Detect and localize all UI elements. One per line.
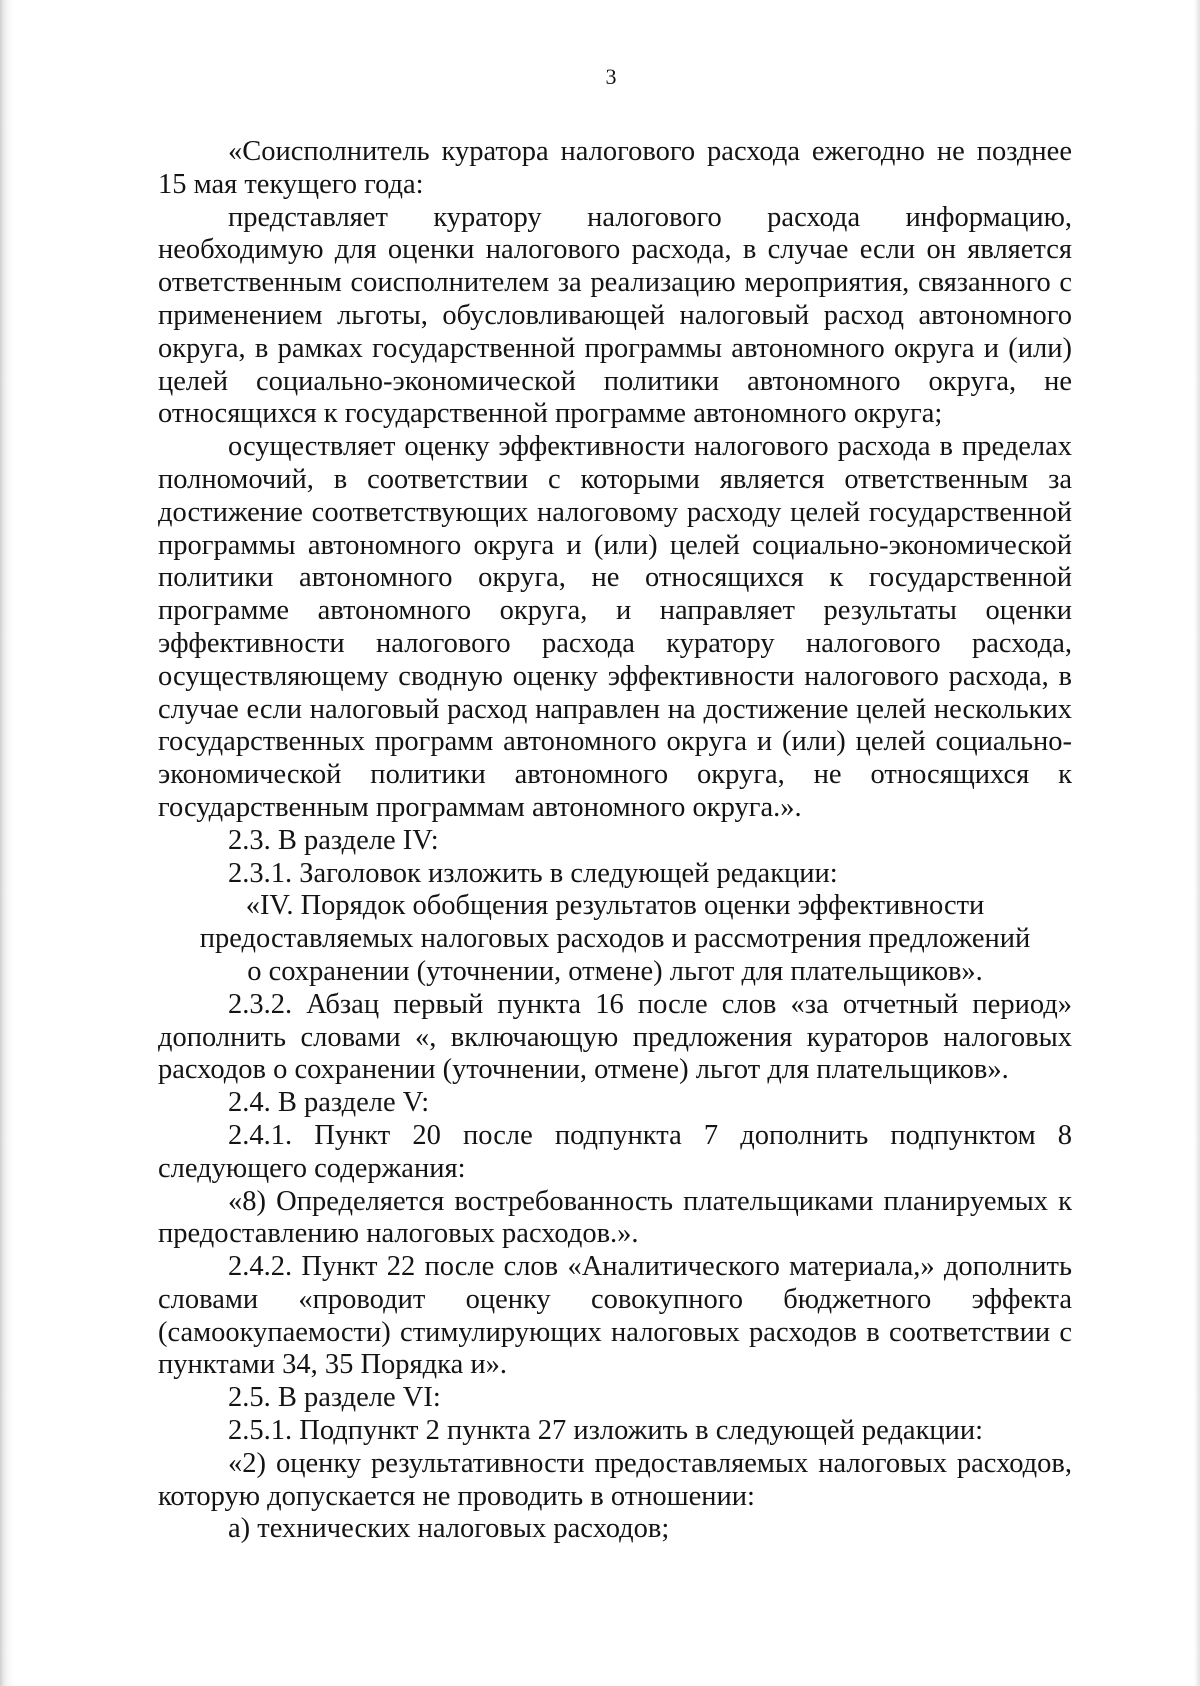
- section-heading-line: «IV. Порядок обобщения результатов оценки эффективности: [245, 890, 985, 922]
- paragraph: 2.3.2. Абзац первый пункта 16 после слов «за отчетный период» дополнить словами «, включающую предложения кураторов налоговых расходов о сохранении (уточнении, отмене) льгот для плательщиков».: [158, 988, 1072, 1086]
- paragraph: а) технических налоговых расходов;: [228, 1513, 670, 1545]
- section-heading-line: о сохранении (уточнении, отмене) льгот для плательщиков».: [247, 955, 983, 987]
- paragraph: 2.4. В разделе V:: [228, 1087, 430, 1119]
- scan-edge-left: [0, 0, 14, 1686]
- paragraph: 2.3. В разделе IV:: [228, 824, 439, 856]
- scan-edge-right: [1194, 0, 1200, 1686]
- paragraph: представляет куратору налогового расхода информацию, необходимую для оценки налогового расхода, в случае если он является ответственным соисполнителем за реализацию мероприятия, связанного с применением льготы, обусловливающей налоговый расход автономного округа, в рамках государственной программы автономного округа и (или) целей социально-экономической политики автономного округа, не относящихся к государственной программе автономного округа;: [158, 201, 1072, 430]
- paragraph: «Соисполнитель куратора налогового расхода ежегодно не позднее 15 мая текущего года:: [158, 136, 1072, 200]
- section-heading-line: предоставляемых налоговых расходов и рассмотрения предложений: [199, 923, 1031, 955]
- paragraph: 2.5.1. Подпункт 2 пункта 27 изложить в следующей редакции:: [228, 1415, 984, 1447]
- paragraph: «2) оценку результативности предоставляемых налоговых расходов, которую допускается не проводить в отношении:: [158, 1447, 1072, 1512]
- paragraph: осуществляет оценку эффективности налогового расхода в пределах полномочий, в соответствии с которыми является ответственным за достижение соответствующих налоговому расходу целей государственной программы автономного округа и (или) целей социально-экономической политики автономного округа, не относящихся к государственной программе автономного округа, и направляет результаты оценки эффективности налогового расхода куратору налогового расхода, осуществляющему сводную оценку эффективности налогового расхода, в случае если налоговый расход направлен на достижение целей нескольких государственных программ автономного округа и (или) целей социально-экономической политики автономного округа, не относящихся к государственным программам автономного округа.».: [158, 431, 1072, 823]
- paragraph: «8) Определяется востребованность плательщиками планируемых к предоставлению налоговых расходов.».: [158, 1185, 1072, 1250]
- paragraph: 2.3.1. Заголовок изложить в следующей редакции:: [228, 857, 838, 889]
- paragraph: 2.4.2. Пункт 22 после слов «Аналитического материала,» дополнить словами «проводит оценку совокупного бюджетного эффекта (самоокупаемости) стимулирующих налоговых расходов в соответствии с пунктами 34, 35 Порядка и».: [158, 1251, 1072, 1381]
- paragraph: 2.4.1. Пункт 20 после подпункта 7 дополнить подпунктом 8 следующего содержания:: [158, 1119, 1072, 1184]
- paragraph: 2.5. В разделе VI:: [228, 1382, 441, 1414]
- page-number: 3: [605, 64, 617, 89]
- document-body: [158, 136, 1072, 1546]
